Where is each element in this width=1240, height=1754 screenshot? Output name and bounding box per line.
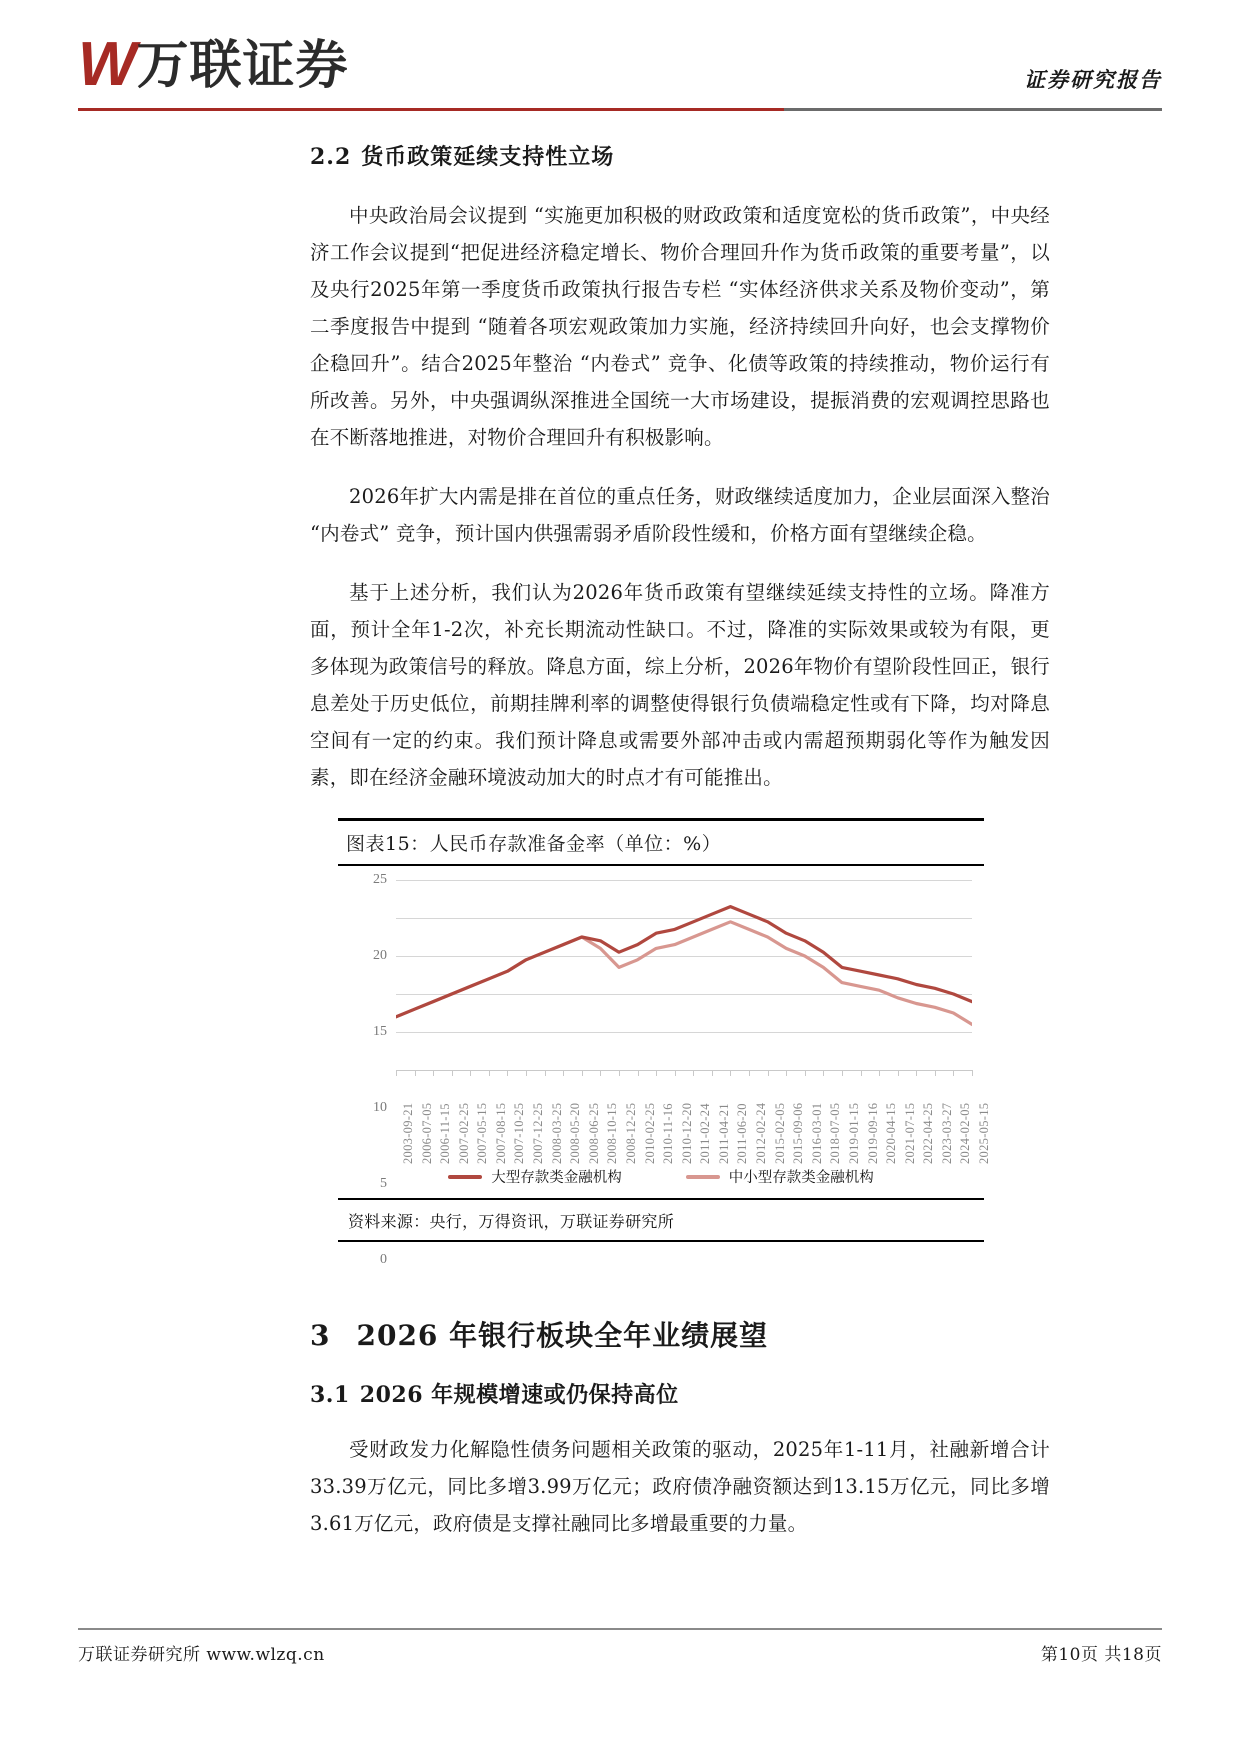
legend-item xyxy=(448,1166,622,1187)
chart-x-tick-label: 2007-12-25 xyxy=(531,1102,546,1164)
chart-x-tick xyxy=(675,1070,676,1076)
chart-x-tick xyxy=(563,1070,564,1076)
page-header xyxy=(78,30,1162,106)
document-body xyxy=(310,140,1050,1564)
chart-x-tick xyxy=(768,1070,769,1076)
chapter-heading xyxy=(310,1314,1050,1354)
chart-x-tick xyxy=(935,1070,936,1076)
chart-x-tick-label: 2022-04-25 xyxy=(921,1102,936,1164)
legend-label: 中小型存款类金融机构 xyxy=(728,1170,874,1186)
chart-x-tick xyxy=(861,1070,862,1076)
header-rule-gray xyxy=(784,108,1162,111)
chart-x-tick-label: 2012-02-24 xyxy=(754,1102,769,1164)
chart-x-tick-label: 2016-03-01 xyxy=(809,1102,824,1164)
logo-company-name: 万联证券 xyxy=(136,36,349,96)
chart-x-tick xyxy=(842,1070,843,1076)
chart-x-tick xyxy=(730,1070,731,1076)
chart-x-tick-label: 2015-02-05 xyxy=(772,1102,787,1164)
chart-y-tick-label: 5 xyxy=(380,1176,387,1191)
subsection-title: 2026 年规模增速或仍保持高位 xyxy=(359,1382,679,1408)
footer-website: 万联证券研究所 www.wlzq.cn xyxy=(78,1645,325,1665)
figure-bottom-rule-2 xyxy=(338,1240,984,1242)
legend-label: 大型存款类金融机构 xyxy=(491,1170,622,1186)
chart-x-tick-label: 2006-11-15 xyxy=(438,1103,453,1164)
chart-x-tick xyxy=(786,1070,787,1076)
figure-title: 图表15：人民币存款准备金率（单位：%） xyxy=(346,833,722,855)
page-footer xyxy=(78,1640,1162,1665)
chart-x-tick-label: 2006-07-05 xyxy=(419,1102,434,1164)
chart-x-tick-label: 2019-01-15 xyxy=(846,1102,861,1164)
legend-color-swatch xyxy=(686,1175,720,1179)
chart-x-tick-label: 2021-07-15 xyxy=(902,1102,917,1164)
chart-x-tick-label: 2007-05-15 xyxy=(475,1102,490,1164)
chart-x-tick xyxy=(415,1070,416,1076)
legend-item xyxy=(686,1166,874,1187)
chart-x-tick xyxy=(916,1070,917,1076)
chart-x-tick xyxy=(898,1070,899,1076)
subsection-number: 3.1 xyxy=(310,1382,350,1408)
chart-y-tick-label: 0 xyxy=(380,1252,387,1267)
figure-15 xyxy=(338,818,991,1267)
chart-legend xyxy=(338,1166,984,1187)
chart-y-tick-label: 15 xyxy=(373,1024,387,1039)
footer-rule xyxy=(78,1628,1162,1630)
chart-x-tick-label: 2024-02-05 xyxy=(958,1102,973,1164)
paragraph-4: 受财政发力化解隐性债务问题相关政策的驱动，2025年1-11月，社融新增合计33.39万亿元，同比多增3.99万亿元；政府债净融资额达到13.15万亿元，同比多增3.61万亿元，政府债是支撑社融同比多增最重要的力量。 xyxy=(310,1438,1050,1535)
chart-x-tick-label: 2011-06-20 xyxy=(735,1103,750,1164)
chart-x-tick-label: 2011-02-24 xyxy=(698,1103,713,1164)
chart-x-tick xyxy=(470,1070,471,1076)
chart-series-svg xyxy=(396,880,972,1070)
chart-x-tick xyxy=(489,1070,490,1076)
chart-x-tick xyxy=(582,1070,583,1076)
chart-x-tick-label: 2003-09-21 xyxy=(401,1102,415,1164)
chart-x-tick xyxy=(619,1070,620,1076)
chart-x-tick-label: 2018-07-05 xyxy=(828,1102,843,1164)
chart-x-axis-ticks xyxy=(396,1070,972,1076)
company-logo xyxy=(78,30,349,99)
chart-x-tick xyxy=(712,1070,713,1076)
subsection-heading xyxy=(310,1378,1050,1409)
chart-x-tick xyxy=(396,1070,397,1076)
chart-x-tick xyxy=(433,1070,434,1076)
chart-x-tick xyxy=(656,1070,657,1076)
logo-w-mark: W xyxy=(78,30,133,99)
chart-x-tick-label: 2019-09-16 xyxy=(865,1102,880,1164)
chart-x-tick xyxy=(693,1070,694,1076)
chart-x-tick-label: 2010-12-20 xyxy=(679,1102,694,1164)
chart-x-tick xyxy=(749,1070,750,1076)
report-type-label: 证券研究报告 xyxy=(1024,67,1162,92)
section-heading xyxy=(310,140,1050,171)
chart-x-tick-label: 2008-05-20 xyxy=(568,1102,583,1164)
chapter-title: 2026 年银行板块全年业绩展望 xyxy=(356,1319,769,1352)
section-number: 2.2 xyxy=(310,144,352,170)
chart-line-series xyxy=(396,907,972,1017)
chart-x-tick-label: 2008-12-25 xyxy=(623,1102,638,1164)
chart-x-tick xyxy=(638,1070,639,1076)
section-title: 货币政策延续支持性立场 xyxy=(361,144,615,170)
chart-x-tick xyxy=(953,1070,954,1076)
figure-source: 资料来源：央行，万得资讯，万联证券研究所 xyxy=(348,1212,675,1231)
chart-x-tick xyxy=(879,1070,880,1076)
chart-x-tick-label: 2008-03-25 xyxy=(549,1102,564,1164)
chart-x-tick-label: 2025-05-15 xyxy=(977,1102,991,1164)
paragraph-3: 基于上述分析，我们认为2026年货币政策有望继续延续支持性的立场。降准方面，预计全年1-2次，补充长期流动性缺口。不过，降准的实际效果或较为有限，更多体现为政策信号的释放。降息方面，综上分析，2026年物价有望阶段性回正，银行息差处于历史低位，前期挂牌利率的调整使得银行负债端稳定性或有下降，均对降息空间有一定的约束。我们预计降息或需要外部冲击或内需超预期弱化等作为触发因素，即在经济金融环境波动加大的时点才有可能推出。 xyxy=(310,581,1050,789)
chart-x-tick xyxy=(600,1070,601,1076)
chart-y-tick-label: 25 xyxy=(373,872,387,887)
chart-x-tick xyxy=(823,1070,824,1076)
chart-x-tick xyxy=(452,1070,453,1076)
chart-x-tick xyxy=(545,1070,546,1076)
chart-x-tick-label: 2007-02-25 xyxy=(456,1102,471,1164)
chart-x-tick-label: 2008-06-25 xyxy=(586,1102,601,1164)
chart-y-tick-label: 20 xyxy=(373,948,387,963)
chart-x-tick-label: 2020-04-15 xyxy=(884,1102,899,1164)
paragraph-1: 中央政治局会议提到 “实施更加积极的财政政策和适度宽松的货币政策”，中央经济工作会议提到“把促进经济稳定增长、物价合理回升作为货币政策的重要考量”，以及央行2025年第一季度货币政策执行报告专栏 “实体经济供求关系及物价变动”，第二季度报告中提到 “随着各项宏观政策加力实施，经济持续回升向好，也会支撑物价企稳回升”。结合2025年整治 “内卷式” 竞争、化债等政策的持续推动，物价运行有所改善。另外，中央强调纵深推进全国统一大市场建设，提振消费的宏观调控思路也在不断落地推进，对物价合理回升有积极影响。 xyxy=(310,204,1050,449)
chapter-number: 3 xyxy=(310,1319,331,1352)
chart-line-series xyxy=(396,922,972,1025)
chart-x-tick-label: 2010-02-25 xyxy=(642,1102,657,1164)
chart-x-tick-label: 2008-10-15 xyxy=(605,1102,620,1164)
chart-x-tick-label: 2010-11-16 xyxy=(661,1103,676,1164)
chart-x-tick-label: 2011-04-21 xyxy=(716,1103,731,1164)
chart-x-tick-label: 2023-03-27 xyxy=(939,1102,954,1164)
chart-y-tick-label: 10 xyxy=(373,1100,387,1115)
chart-x-tick-label: 2015-09-06 xyxy=(791,1102,806,1164)
footer-page-number: 第10页 共18页 xyxy=(1040,1645,1162,1665)
chart-x-tick xyxy=(507,1070,508,1076)
legend-color-swatch xyxy=(448,1175,482,1179)
chart-x-axis-labels xyxy=(396,1078,991,1164)
chart-x-tick xyxy=(972,1070,973,1076)
chart-x-tick xyxy=(526,1070,527,1076)
chart-x-tick-label: 2007-08-15 xyxy=(493,1102,508,1164)
chart-x-tick xyxy=(805,1070,806,1076)
paragraph-2: 2026年扩大内需是排在首位的重点任务，财政继续适度加力，企业层面深入整治 “内卷式” 竞争，预计国内供强需弱矛盾阶段性缓和，价格方面有望继续企稳。 xyxy=(310,485,1050,545)
chart-x-tick-label: 2007-10-25 xyxy=(512,1102,527,1164)
